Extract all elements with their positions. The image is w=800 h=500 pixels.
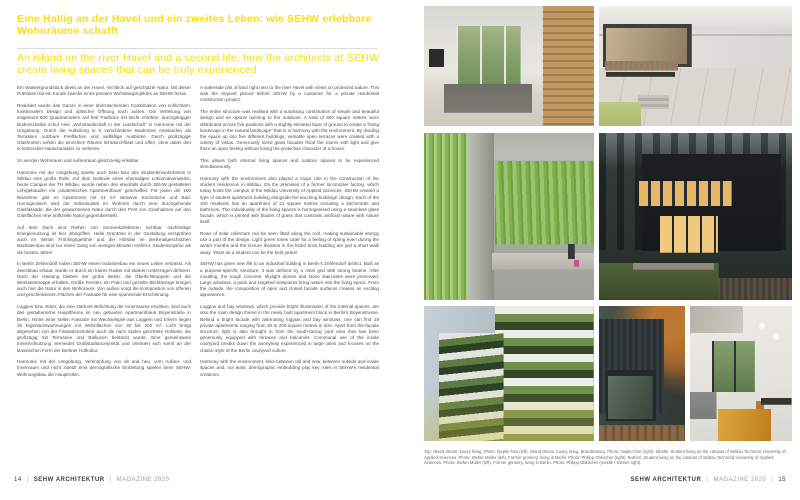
paragraph-en-2: The entire structure was realised with a surprising combination of simple and beautiful design and an optical opening to the outdoors. A total of 600 square metres were distributed across five pavilions with a slightly elevated layer of ground to create a “living landscape in the natural landscape” that is in harmony with the environment. By dividing the space up into five different buildings, versatile open terraces were created with a variety of vistas. Generously sized glass facades flood the rooms with light and give them an open feeling without losing the protective character of a house.	[200, 109, 379, 152]
page-number-right: 15	[778, 477, 786, 483]
paragraph-en-6: SEHW has given new life to an industrial building in Berlin’s Zehlendorf district. Built as a purpose-specific structure, it was defined by a clear grid with strong beams. After moulting, the rough concrete, skylight domes and stone staircases were preserved. Large windows, a patio and targeted viewpoints bring nature into the living space. From the outside, the composition of open and closed facade surfaces creates an exciting appearance.	[200, 261, 379, 298]
headline-german: Eine Hallig an der Havel und ein zweites Leben: wie SEHW erlebbare Wohnräume schafft	[17, 13, 372, 37]
headline-divider	[17, 48, 378, 49]
paragraph-en-7: Loggias and bay windows, which provide bright illumination of the internal spaces, are also the main design theme in the newly built apartment block in Berlin’s Boyenstrasse. Behind a bright facade with alternating loggias and bay windows, one can find 28 private apartments ranging from 30 to 200 square metres in size. Apart from the facade structure, light is also brought in from the south-facing yard area that has been generously equipped with terraces and balconies. Communal use of the inside courtyard breaks down the anonymity experienced in large cities and focuses on the classic style of the Berlin courtyard culture.	[200, 304, 379, 353]
paragraph-en-5: Rows of solar collectors can be seen fitted along the roof, making sustainable energy use a part of the design. Light green tones cater for a feeling of spring even during the winter months and the lecture theatres in the listed brick building are just a short walk away. Years as a student can be the best years!	[200, 231, 379, 255]
headline-english: An island on the river Havel and a second life: how the architects at SEHW create living spaces that can be truly experienced	[17, 52, 380, 76]
footer-separator: |	[706, 477, 709, 483]
paragraph-de-3: So werden Wohnraum und Außenraum gleichzeitig erlebbar.	[17, 158, 140, 164]
paragraph-en-3: This allows both internal living spaces and outdoor spaces to be experienced simultaneously.	[200, 158, 379, 170]
photo-caption: Top: Island dream, luxury living. Photo: hiepler-foto (left). Island dream, luxury living, Brandenburg. Photo: hiepler-foto (right). Middle: Student living on the campus of Wildau Technical University of Applied Sciences. Photo: Stefan Müller (left). Former grinnery, living in Berlin. Photo: Philipp Obkircher (right). Bottom: Student living on the campus of Wildau Technical University of Applied Sciences. Photo: Stefan Müller (left). Former grinnery, living in Berlin. Photo: Philipp Obkircher (middle / bottom right).	[424, 449, 786, 466]
photo-island-house-courtyard	[599, 6, 792, 126]
footer-brand-left: SEHW ARCHITEKTUR	[33, 477, 105, 483]
body-column-german	[17, 85, 191, 383]
photo-wildau-student-housing-concrete	[424, 133, 594, 300]
paragraph-en-4: Harmony with the environment also played a major role in the construction of the student residences in Wildau. On the premises of a former locomotive factory, which today hosts the campus of the Wildau University of Applied Sciences, SEHW created a type of student apartment building alongside the teaching buildings’ design. Each of the 100 residents has an apartment of 21 square metres including a kitchenette and bathroom. The individuality of the living spaces is homogenised using a seamless glass facade, which is printed with blades of grass that contrasts artificial nature with nature itself.	[200, 175, 379, 225]
body-column-english	[200, 85, 379, 383]
footer-left	[14, 477, 169, 483]
photo-black-timber-house	[599, 306, 685, 441]
footer-brand-right: SEHW ARCHITEKTUR	[630, 477, 702, 483]
paragraph-de-2: Realisiert wurde das Ganze in einer überraschenden Kombination von schlichtem, funktionalem Design und optischer Öffnung nach außen. Die Verteilung von insgesamt 600 Quadratmetern auf fünf Pavillons mit leicht erhöhter, durchgängiger Bodenscheibe schuf eine „Wohnlandschaft in der Landschaft“ in Harmonie mit der Umgebung. Durch die Aufteilung in 5 verschiedene Baukörper entstanden als Terrassen nutzbare Freiflächen und vielfältige Ausblicke. Durch großzügige Glasfronten wirken die einzelnen Räume lichtdurchflutet und offen, ohne dabei den schützenden Hauscharakter zu verlieren.	[17, 102, 191, 152]
paragraph-de-1: Ein Wassergrundstück direkt an der Havel, mit Blick auf geschützte Natur. Mit dieser Prämisse trat ein Kunde zwecks eines privaten Wohnbauprojektes an SEHW heran.	[17, 85, 191, 97]
paragraph-de-5: Auf dem Dach sind Reihen von Sonnenkollektoren sichtbar, nachhaltige Energienutzung ist hier inbegriffen. Helle Grüntöne in der Gestaltung versprühen auch im Winter Frühlingsgefühle und die Hörsäle im denkmalgeschützten Backsteinbau sind nur einen Gang von wenigen Minuten entfernt. Studentenjahre als die besten Jahre!	[17, 224, 191, 255]
footer-issue-left: MAGAZINE 2020	[116, 477, 170, 483]
footer-right	[631, 477, 786, 483]
page-number-left: 14	[14, 477, 22, 483]
paragraph-de-6: In Berlin Zehlendorf haben SEHW einem Industriebau ein neues Leben verpasst. Als Zweckbau erbaut, wurde er durch ein klares Raster mit starken Unterzügen definiert. Nach der Häutung blieben der grobe Beton, die Oberlichtkuppeln und die Werksteintreppe erhalten. Große Fenster, ein Patio und gezielte Blickbezüge bringen auch hier die Natur in den Wohnraum. Von außen sorgt die Komposition von offenen und geschlossenen Flächen der Fassade für eine spannende Erscheinung.	[17, 261, 191, 298]
photo-island-house-living-interior	[424, 6, 594, 126]
footer-separator: |	[771, 477, 774, 483]
photo-wildau-campus-green-facade	[424, 306, 594, 441]
paragraph-en-8: Harmony with the environment, links between old and new, between outside and inside spaces and, not least, demographic embedding play key roles in SEHW’s residential creations.	[200, 359, 379, 377]
paragraph-de-7: Loggien bzw. Erker, die eine stärkere Belichtung der Innenräume erwirken, sind auch das gestalterische Hauptthema im neu gebauten Apartmenthaus Boyenstraße in Berlin. Hinter einer hellen Fassade mit Wechselspiel aus Loggien und Erkern liegen 28 Eigentumswohnungen mit Wohnflächen von 30 bis 200 m². Licht bringt abgesehen von der Fassadenstruktur auch die nach Süden gerichtete Hofseite, die großzügig mit Terrassen und Balkonen bestückt wurde. Eine gemeinsame Innenhofnutzung vermeidet Großstadtanonymität und orientiert sich somit an der klassischen Form der Berliner Hofkultur.	[17, 304, 191, 353]
photo-grinnery-house-dusk	[599, 133, 792, 300]
photo-berlin-interior-orange-rug	[690, 306, 792, 441]
footer-separator: |	[109, 477, 112, 483]
footer-separator: |	[26, 477, 29, 483]
paragraph-en-1: A waterside plot of land right next to the river Havel with views on protected nature. This was the request placed before SEHW by a customer for a private residential construction project.	[200, 85, 379, 103]
paragraph-de-4: Harmonie mit der Umgebung spielte auch beim Bau des Studentenwohnheims in Wildau eine große Rolle. Auf dem Gelände eines ehemaligen Lokomotivenwerks, heute Campus der TH Wildau, wurde neben den ebenfalls durch SEHW gestalteten Lehrgebäuden ein „studentisches Apartmenthaus“ geschaffen. Für jeden der 100 Bewohner gibt es Apartments mit 21 m² inklusive Kochnische und Bad. Homogenisiert wird die Individualität im Wohnen durch eine durchgehende Glasfassade, die der gewachsenen Natur durch den Print von Grashalmen auf den Glasflächen eine artifizielle Natur gegenüberstellt.	[17, 169, 191, 219]
footer-issue-right: MAGAZINE 2020	[713, 477, 767, 483]
paragraph-de-8: Harmonie mit der Umgebung, Verknüpfung von alt und neu, vom Außen- und Innenraum und nicht zuletzt eine demografische Einbettung spielen beim SEHW-Wohnungsbau die Hauptrollen.	[17, 359, 191, 377]
